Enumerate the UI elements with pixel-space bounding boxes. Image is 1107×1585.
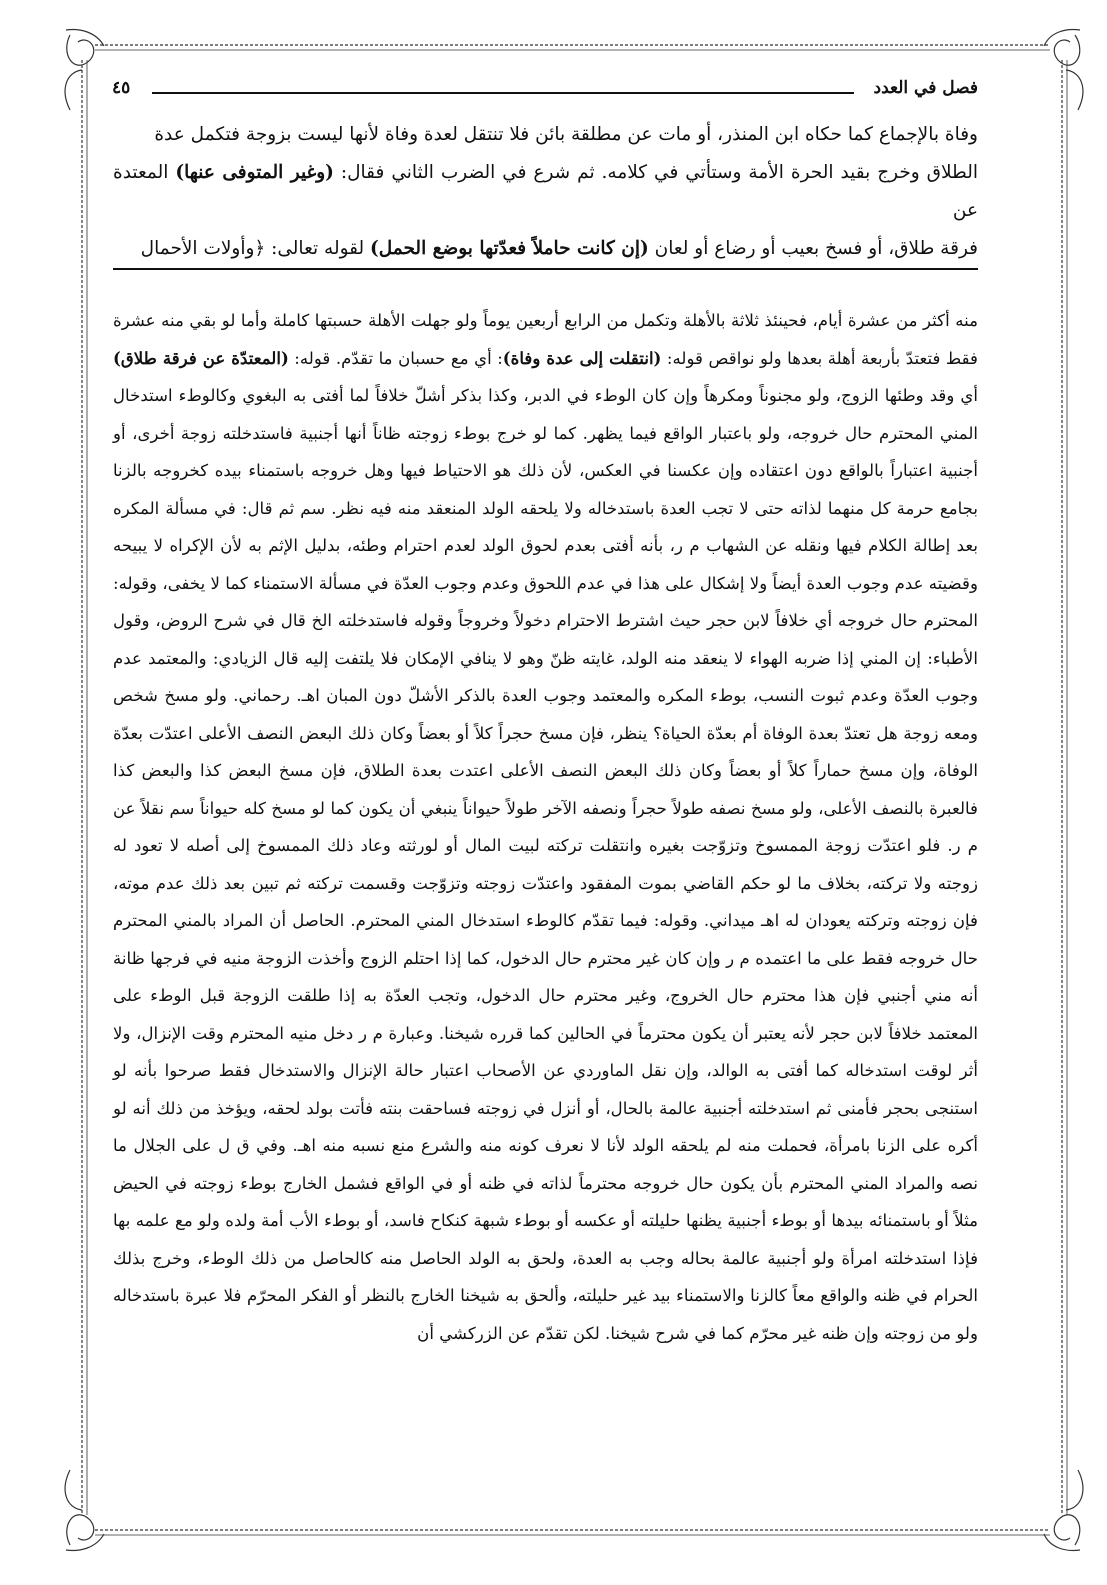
header-rule <box>152 92 854 94</box>
main-text-line: الطلاق وخرج بقيد الحرة الأمة وستأتي في كلامه. ثم شرع في الضرب الثاني فقال: (وغير المتوفى عنها) المعتدة عن <box>113 162 978 221</box>
chapter-title: فصل في العدد <box>873 78 978 98</box>
main-text-line: فرقة طلاق، أو فسخ بعيب أو رضاع أو لعان (إن كانت حاملاً فعدّتها بوضع الحمل) لقوله تعالى: ﴿وأولات الأحمال <box>140 238 978 259</box>
bold-quote: (انتقلت إلى عدة وفاة) <box>502 347 662 368</box>
main-text-block <box>113 116 978 268</box>
running-header <box>112 78 978 106</box>
commentary-block <box>113 302 978 1352</box>
text-commentary-divider <box>113 268 978 270</box>
bold-quote: (المعتدّة عن فرقة طلاق) <box>113 347 289 368</box>
bold-quote: (إن كانت حاملاً فعدّتها بوضع الحمل) <box>370 238 649 259</box>
bold-quote: (وغير المتوفى عنها) <box>175 162 334 183</box>
commentary-paragraph: منه أكثر من عشرة أيام، فحينئذ ثلاثة بالأهلة وتكمل من الرابع أربعين يوماً ولو جهلت الأهلة حسبتها كاملة وأما لو بقي منه عشرة فقط فتعتدّ بأربعة أهلة بعدها ولو نواقص قوله: (انتقلت إلى عدة وفاة): أي مع حسبان ما تقدّم. قوله: (المعتدّة عن فرقة طلاق) أي وقد وطئها الزوج، ولو مجنوناً ومكرهاً وإن كان الوطء في الدبر، وكذا بذكر أشلّ خلافاً لما أفتى به البغوي وكالوطء استدخال المني المحترم حال خروجه، ولو باعتبار الواقع فيما يظهر. كما لو خرج بوطء زوجته ظاناً أنها أجنبية فاستدخلته زوجة أخرى، أو أجنبية اعتباراً بالواقع دون اعتقاده وإن عكسنا في العكس، لأن ذلك هو الاحتياط فيها وهل خروجه باستمناء بيده كخروجه بالزنا بجامع حرمة كل منهما لذاته حتى لا تجب العدة باستدخاله ولا يلحقه الولد المنعقد منه فيه نظر. سم ثم قال: في مسألة المكره بعد إطالة الكلام فيها ونقله عن الشهاب م ر، بأنه أفتى بعدم لحوق الولد لعدم احترام وطئه، بدليل الإثم به لأن الإكراه لا يبيحه وقضيته عدم وجوب العدة أيضاً ولا إشكال على هذا في عدم اللحوق وعدم وجوب العدّة في مسألة الاستمناء كما لا يخفى، وقوله: المحترم حال خروجه أي خلافاً لابن حجر حيث اشترط الاحترام دخولاً وخروجاً وقوله فاستدخلته الخ قال في شرح الروض، وقول الأطباء: إن المني إذا ضربه الهواء لا ينعقد منه الولد، غايته ظنّ وهو لا ينافي الإمكان فلا يلتفت إليه قال الزيادي: والمعتمد عدم وجوب العدّة وعدم ثبوت النسب، بوطء المكره والمعتمد وجوب العدة بالذكر الأشلّ دون المبان اهـ. رحماني. ولو مسخ شخص ومعه زوجة هل تعتدّ بعدة الوفاة أم بعدّة الحياة؟ ينظر، فإن مسخ حجراً كلاً أو بعضاً وكان ذلك البعض النصف الأعلى اعتدّت بعدّة الوفاة، وإن مسخ حماراً كلاً أو بعضاً وكان ذلك البعض النصف الأعلى اعتدت بعدة الطلاق، فإن مسخ البعض كذا والبعض كذا فالعبرة بالنصف الأعلى، ولو مسخ نصفه طولاً حجراً ونصفه الآخر طولاً حيواناً ينبغي أن يكون كما لو مسخ كله حيواناً سم نقلاً عن م ر. فلو اعتدّت زوجة الممسوخ وتزوّجت بغيره وانتقلت تركته لبيت المال أو لورثته وعاد ذلك الممسوخ إلى أصله لا تعود له زوجته ولا تركته، بخلاف ما لو حكم القاضي بموت المفقود واعتدّت زوجته وتزوّجت وقسمت تركته ثم تبين بعد ذلك عدم موته، فإن زوجته وتركته يعودان له اهـ ميداني. وقوله: فيما تقدّم كالوطء استدخال المني المحترم. الحاصل أن المراد بالمني المحترم حال خروجه فقط على ما اعتمده م ر وإن كان غير محترم حال الدخول، كما إذا احتلم الزوج وأخذت الزوجة منيه في فرجها ظانة أنه مني أجنبي فإن هذا محترم حال الخروج، وغير محترم حال الدخول، وتجب العدّة به إذا طلقت الزوجة قبل الوطء على المعتمد خلافاً لابن حجر لأنه يعتبر أن يكون محترماً في الحالين كما قرره شيخنا. وعبارة م ر دخل منيه المحترم وقت الإنزال، ولا أثر لوقت استدخاله كما أفتى به الوالد، وإن نقل الماوردي عن الأصحاب اعتبار حالة الإنزال والاستدخال فقط صرحوا بأنه لو استنجى بحجر فأمنى ثم استدخلته أجنبية عالمة بالحال، أو أنزل في زوجته فساحقت بنته فأتت بولد لحقه، ويؤخذ من ذلك أنه لو أكره على الزنا بامرأة، فحملت منه لم يلحقه الولد لأنا لا نعرف كونه منه والشرع منع نسبه منه اهـ. وفي ق ل على الجلال ما نصه والمراد المني المحترم بأن يكون حال خروجه محترماً لذاته في ظنه أو في الواقع فشمل الخارج بوطء زوجته في الحيض مثلاً أو باستمنائه بيدها أو بوطء أجنبية يظنها حليلته أو عكسه أو بوطء شبهة كنكاح فاسد، أو بوطء الأب أمة ولده ولو مع علمه بها فإذا استدخلته امرأة ولو أجنبية عالمة بحاله وجب به العدة، ولحق به الولد الحاصل منه كالحاصل من ذلك الوطء، وخرج بذلك الحرام في ظنه والواقع معاً كالزنا والاستمناء بيد غير حليلته، وألحق به شيخنا الخارج بالنظر أو الفكر المحرّم فلا عبرة باستدخاله ولو من زوجته وإن ظنه غير محرّم كما في شرح شيخنا. لكن تقدّم عن الزركشي أن <box>113 311 978 1343</box>
main-text-line: وفاة بالإجماع كما حكاه ابن المنذر، أو مات عن مطلقة بائن فلا تنتقل لعدة وفاة لأنها ليست بزوجة فتكمل عدة <box>154 124 978 145</box>
page-number: ٤٥ <box>112 78 131 98</box>
